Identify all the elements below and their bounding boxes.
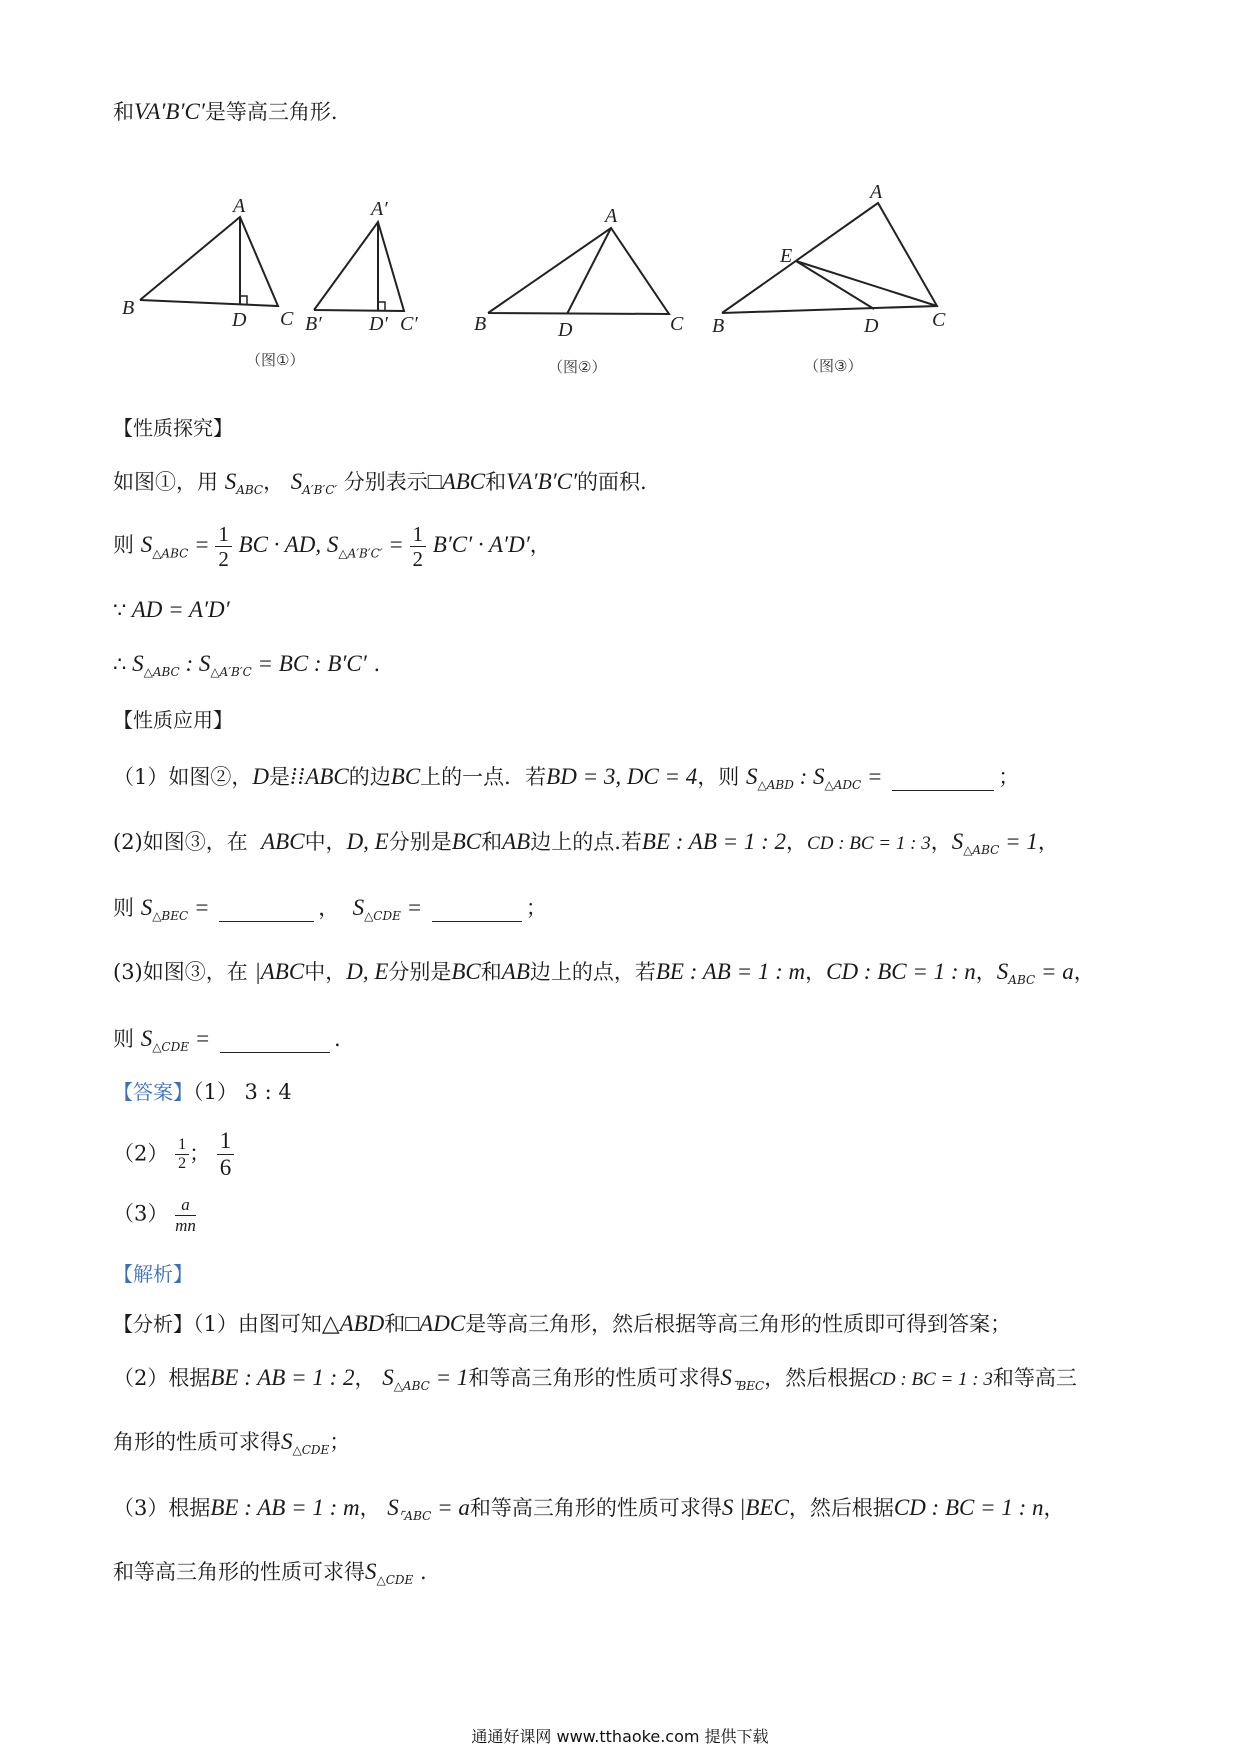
answer-blank-1[interactable] [892,765,994,791]
answer-blank-2b[interactable] [432,896,522,922]
fig1-label-D-prime: D′ [369,313,388,335]
answer-tag: 【答案】 [113,1080,193,1104]
apply-heading: 【性质应用】 [113,708,233,732]
question-3-blank: 则 $S_{\triangle CDE}$ = . [113,1026,341,1055]
analysis-p2: （2）根据BE : AB = 1 : 2， $S_{\triangle ABC} = 1$和等高三角形的性质可求得$S_{⌝BEC}$，然后根据CD : BC = 1 : 3和等高三 [113,1365,1077,1394]
explore-line-1: 如图①，用 $S_{ABC}$， $S_{A'B'C'}$ 分别表示□ABC和VA′B′C′的面积. [113,469,647,498]
question-3: (3)如图③，在 |ABC中，D, E分别是BC和AB边上的点，若BE : AB = 1 : m，CD : BC = 1 : n，$S_{ABC} = a$， [113,959,1095,988]
explore-line-2: 则 $S_{\triangle ABC}$ = $\frac{1}{2}$ BC · AD, $S_{\triangle A'B'C'}$ = $\frac{1}{2}$ B′C′ · A′D′， [113,522,551,572]
answer-fraction-half: $\frac{1}{2}$ [175,1136,189,1174]
fig3-label-B: B [712,315,725,337]
answer-line-1: 【答案】（1） 3 : 4 [113,1080,292,1104]
fig3-label-C: C [932,309,946,331]
fig1-caption: （图①） [246,351,305,369]
answer-fraction-sixth: $\frac{1}{6}$ [217,1128,235,1182]
fig2-label-C: C [670,313,684,335]
fig1-label-B-prime: B′ [305,313,322,335]
footer: 通通好课网 www.tthaoke.com 提供下载 [471,1727,769,1746]
fig1-label-A-prime: A′ [371,198,388,220]
fig1-label-D: D [232,309,247,331]
answer-line-2: （2） $\frac{1}{2}$ ； $\frac{1}{6}$ [113,1128,234,1182]
explore-heading: 【性质探究】 [113,416,233,440]
intro-line: 和VA′B′C′是等高三角形. [113,99,338,124]
fig2-caption: （图②） [548,358,607,376]
analysis-p1: 【分析】（1）由图可知△ABD和□ADC是等高三角形，然后根据等高三角形的性质即可得到答案； [113,1311,1012,1336]
answer-line-3: （3） $\frac{a}{mn}$ [113,1195,196,1235]
fig1-label-B: B [122,297,135,319]
analysis-p2b: 角形的性质可求得$S_{\triangle CDE}$； [113,1429,351,1458]
fraction-half: $\frac{1}{2}$ [215,522,232,571]
fig1-label-A: A [233,195,246,217]
explore-line-4: ∴ $S_{\triangle ABC}$ : $S_{\triangle A'B'C}$ = BC : B′C′ . [113,651,381,680]
answer-blank-3[interactable] [220,1027,330,1053]
fraction-half-2: $\frac{1}{2}$ [410,522,427,571]
question-2: (2)如图③，在 ABC中，D, E分别是BC和AB边上的点.若BE : AB = 1 : 2，CD : BC = 1 : 3，$S_{\triangle ABC} = 1$， [113,829,1059,858]
fig1-label-C-prime: C′ [400,313,418,335]
fig3-label-D: D [864,315,879,337]
answer-blank-2a[interactable] [219,896,314,922]
figures [0,0,1240,380]
question-2-blanks: 则 $S_{\triangle BEC}$ = ， $S_{\triangle CDE}$ = ； [113,895,547,924]
explore-line-3: ∵ AD = A′D′ [113,597,230,622]
fig1-label-C: C [280,308,294,330]
fig3-label-E: E [780,245,793,267]
analysis-p3: （3）根据BE : AB = 1 : m， $S_{⌜ABC} = a$和等高三角形的性质可求得S |BEC，然后根据CD : BC = 1 : n， [113,1495,1065,1524]
answer-fraction-a-mn: $\frac{a}{mn}$ [175,1195,196,1235]
fig3-label-A: A [870,181,883,203]
triangle-name: VA′B′C′ [134,99,205,124]
fig2-label-B: B [474,313,487,335]
question-1: （1）如图②，D是⁞⁞ABC的边BC上的一点．若BD = 3, DC = 4，则 $S_{\triangle ABD}$ : $S_{\triangle ADC}$ = ； [113,764,1020,793]
fig2-label-A: A [605,205,618,227]
fig2-label-D: D [558,319,573,341]
analysis-tag: 【解析】 [113,1262,193,1286]
analysis-p3b: 和等高三角形的性质可求得$S_{\triangle CDE}$ . [113,1559,427,1588]
fig3-caption: （图③） [804,357,863,375]
